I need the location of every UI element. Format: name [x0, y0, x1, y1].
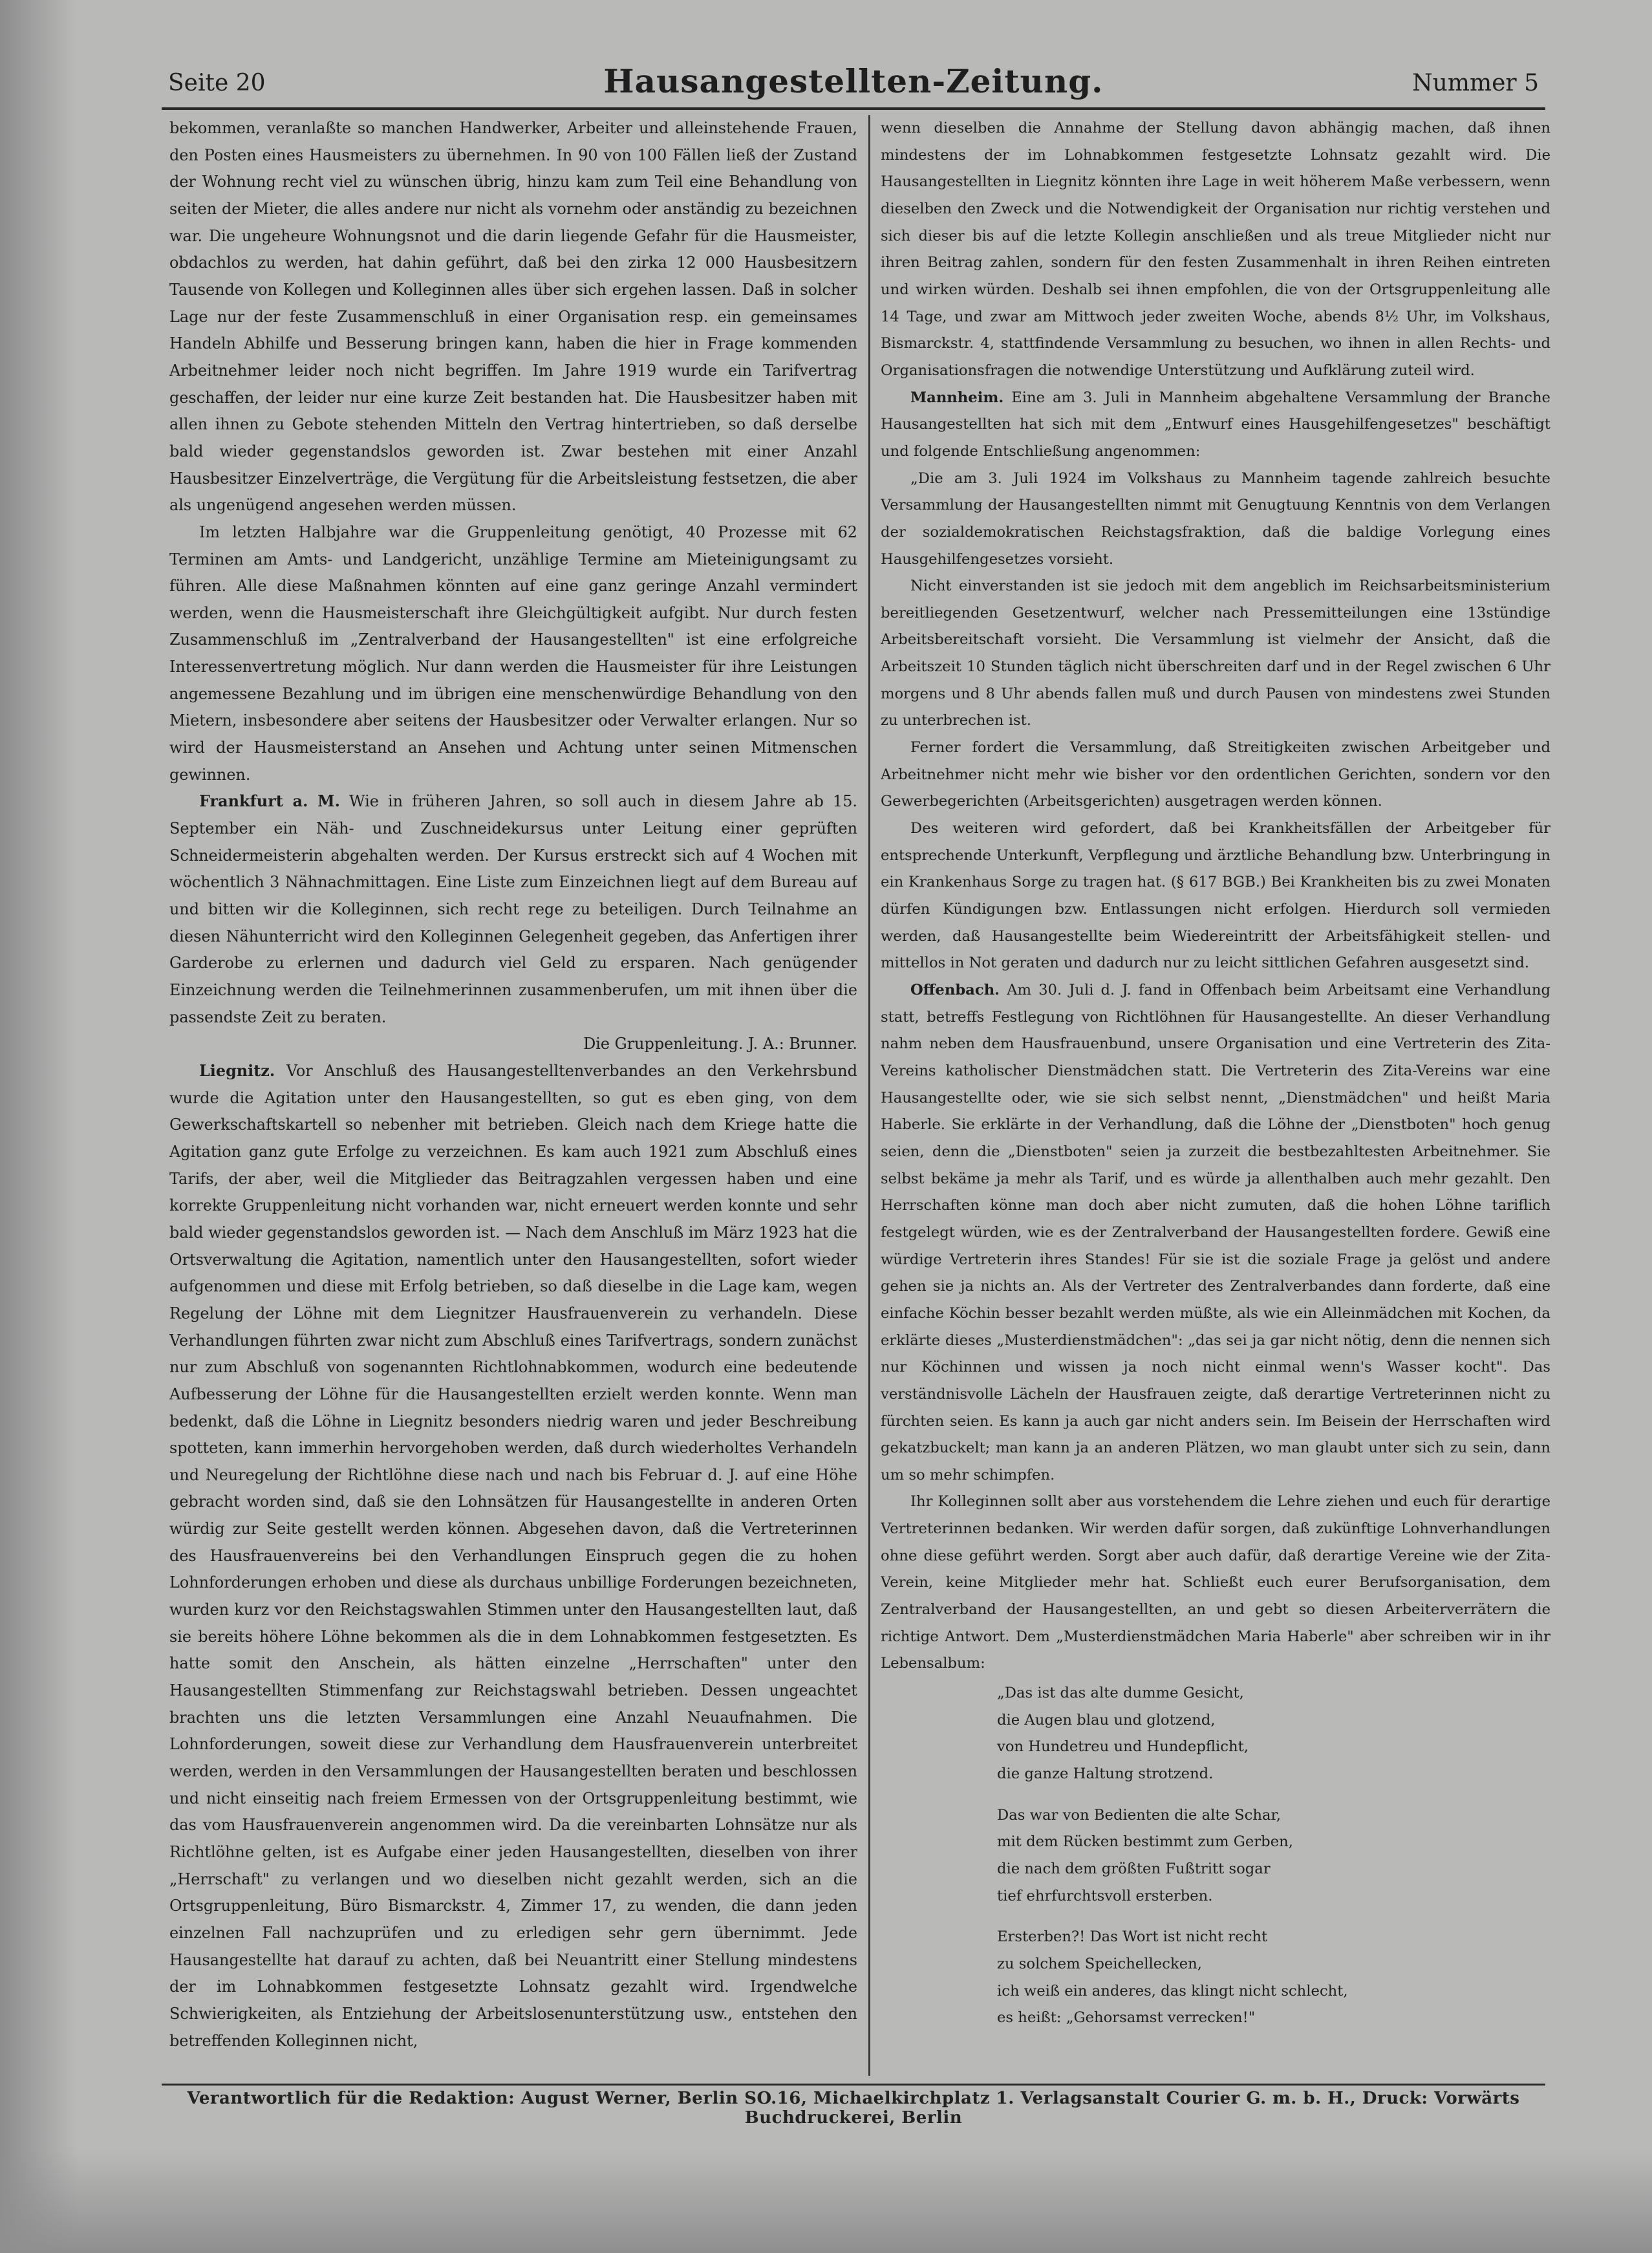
poem-line: die nach dem größten Fußtritt sogar — [997, 1860, 1271, 1877]
report-text: Am 30. Juli d. J. fand in Offenbach beim Arbeitsamt eine Verhandlung statt, betreffs Festlegung von Richtlöhnen für Hausangestellte. An dieser Verhandlung nahm neben dem Hausfrauenbund, unsere Organisation und eine Vertreterin des Zita-Vereins katholischer Dienstmädchen statt. Die Vertreterin des Zita-Vereins war eine Hausangestellte oder, wie sie sich selbst nennt, „Dienstmädchen" und heißt Maria Haberle. Sie erklärte in der Verhandlung, daß die Löhne der „Dienstboten" hoch genug seien, denn die „Dienstboten" seien ja zurzeit die bestbezahltesten Arbeitnehmer. Sie selbst bekäme ja mehr als Tarif, und es würde ja allenthalben auch mehr gezahlt. Den Herrschaften könne man doch aber nicht zumuten, daß die hohen Löhne tariflich festgelegt würden, wie es der Zentralverband der Hausangestellten fordere. Gewiß eine würdige Vertreterin ihres Standes! Für sie ist die soziale Frage ja gelöst und andere gehen sie ja nichts an. Als der Vertreter des Zentralverbandes dann forderte, daß eine einfache Köchin besser bezahlt werden müßte, als wie ein Alleinmädchen mit Kochen, da erklärte dieses „Musterdienstmädchen": „das sei ja gar nicht nötig, denn die nennen sich nur Köchinnen und wissen ja noch nicht einmal wenn's Wasser kocht". Das verständnisvolle Lächeln der Hausfrauen zeigte, daß derartige Vertreterinnen nicht zu fürchten seien. Es kann ja auch gar nicht anders sein. Im Beisein der Herrschaften wird gekatzbuckelt; man kann ja an anderen Plätzen, wo man glaubt unter sich zu sein, dann um so mehr schimpfen. — [881, 982, 1550, 1483]
article-paragraph: Ihr Kolleginnen sollt aber aus vorstehendem die Lehre ziehen und euch für derartige Vertreterinnen bedanken. Wir werden dafür sorgen, daß zukünftige Lohnverhandlungen ohne diese geführt werden. Sorgt aber auch dafür, daß derartige Vereine wie der Zita-Verein, keine Mitglieder mehr hat. Schließt euch eurer Berufsorganisation, dem Zentralverband der Hausangestellten, an und gebt so diesen Arbeiterverrätern die richtige Antwort. Dem „Musterdienstmädchen Maria Haberle" aber schreiben wir in ihr Lebensalbum: — [881, 1493, 1550, 1672]
signature-line: Die Gruppenleitung. J. A.: Brunner. — [583, 1035, 857, 1053]
page-number: Seite 20 — [168, 70, 266, 96]
place-heading-offenbach: Offenbach. — [910, 982, 1000, 998]
article-paragraph: wenn dieselben die Annahme der Stellung davon abhängig machen, daß ihnen mindestens der im Lohnabkommen festgesetzte Lohnsatz gezahlt wird. Die Hausangestellten in Liegnitz könnten ihre Lage in weit höherem Maße verbessern, wenn dieselben den Zweck und die Notwendigkeit der Organisation nur richtig verstehen und sich dieser bis auf die letzte Kollegin anschließen und als treue Mitglieder nicht nur ihren Beitrag zahlen, sondern für den festen Zusammenhalt in ihren Reihen eintreten und wirken würden. Deshalb sei ihnen empfohlen, die von der Ortsgruppenleitung alle 14 Tage, und zwar am Mittwoch jeder zweiten Woche, abends 8½ Uhr, im Volkshaus, Bismarckstr. 4, stattfindende Versammlung zu besuchen, wo ihnen in allen Rechts- und Organisationsfragen die notwendige Unterstützung und Aufklärung zuteil wird. — [881, 120, 1550, 379]
resolution-paragraph: „Die am 3. Juli 1924 im Volkshaus zu Mannheim tagende zahlreich besuchte Versammlung der Hausangestellten nimmt mit Genugtuung Kenntnis von dem Verlangen der sozialdemokratischen Reichstagsfraktion, daß die baldige Vorlegung eines Hausgehilfengesetzes vorsieht. — [881, 469, 1550, 568]
resolution-paragraph: Nicht einverstanden ist sie jedoch mit dem angeblich im Reichsarbeitsministerium bereitliegenden Gesetzentwurf, welcher nach Pressemitteilungen eine 13stündige Arbeitsbereitschaft vorsieht. Die Versammlung ist vielmehr der Ansicht, daß die Arbeitszeit 10 Stunden täglich nicht überschreiten darf und in der Regel zwischen 6 Uhr morgens und 8 Uhr abends fallen muß und durch Pausen von mindestens zwei Stunden zu unterbrechen ist. — [881, 577, 1550, 729]
report-frankfurt — [169, 788, 857, 1031]
imprint-line: Verantwortlich für die Redaktion: August Werner, Berlin SO.16, Michaelkirchplatz 1. Verlagsanstalt Courier G. m. b. H., Druck: Vorwärts Buchdruckerei, Berlin — [187, 2089, 1520, 2128]
poem-line: die Augen blau und glotzend, — [997, 1711, 1216, 1729]
poem-line: von Hundetreu und Hundepflicht, — [997, 1738, 1249, 1756]
resolution-paragraph: Ferner fordert die Versammlung, daß Streitigkeiten zwischen Arbeitgeber und Arbeitnehmer nicht mehr wie bisher vor den ordentlichen Gerichten, sondern vor den Gewerbegerichten (Arbeitsgerichten) ausgetragen werden können. — [881, 739, 1550, 810]
poem-line: mit dem Rücken bestimmt zum Gerben, — [997, 1833, 1293, 1851]
poem — [881, 1680, 1550, 2032]
issue-number: Nummer 5 — [1412, 70, 1539, 96]
report-offenbach — [881, 977, 1550, 1489]
report-liegnitz — [169, 1058, 857, 2054]
poem-line: tief ehrfurchtsvoll ersterben. — [997, 1887, 1213, 1904]
column-divider — [868, 115, 870, 2076]
masthead-title: Hausangestellten-Zeitung. — [603, 62, 1104, 100]
place-heading-liegnitz: Liegnitz. — [199, 1061, 275, 1080]
report-mannheim — [881, 385, 1550, 466]
poem-line: „Das ist das alte dumme Gesicht, — [997, 1685, 1244, 1702]
footer-rule — [162, 2084, 1545, 2086]
place-heading-mannheim: Mannheim. — [910, 389, 1004, 406]
place-heading-frankfurt: Frankfurt a. M. — [199, 792, 340, 811]
poem-line: Das war von Bedienten die alte Schar, — [997, 1806, 1282, 1824]
poem-line: zu solchem Speichellecken, — [997, 1955, 1202, 1972]
header-rule — [162, 107, 1545, 110]
poem-line: es heißt: „Gehorsamst verrecken!" — [997, 2009, 1256, 2027]
poem-stanza — [997, 1802, 1550, 1910]
column-right — [881, 115, 1550, 2077]
poem-line: die ganze Haltung strotzend. — [997, 1765, 1214, 1783]
page-header — [168, 62, 1539, 107]
poem-stanza — [997, 1924, 1550, 2032]
report-text: Vor Anschluß des Hausangestelltenverbandes an den Verkehrsbund wurde die Agitation unter den Hausangestellten, so gut es eben ging, von dem Gewerkschaftskartell so nebenher mit betrieben. Gleich nach dem Kriege hatte die Agitation ganz gute Erfolge zu verzeichnen. Es kam auch 1921 zum Abschluß eines Tarifs, der aber, weil die Mitglieder das Beitragzahlen vergessen haben und eine korrekte Gruppenleitung nicht vorhanden war, nicht erneuert werden konnte und sehr bald wieder gegenstandslos geworden ist. — Nach dem Anschluß im März 1923 hat die Ortsverwaltung die Agitation, namentlich unter den Hausangestellten, sofort wieder aufgenommen und diese mit Erfolg betrieben, so daß dieselbe in die Lage kam, wegen Regelung der Löhne mit dem Liegnitzer Hausfrauenverein zu verhandeln. Diese Verhandlungen führten zwar nicht zum Abschluß eines Tarifvertrags, sondern zunächst nur zum Abschluß von sogenannten Richtlohnabkommen, wodurch eine bedeutende Aufbesserung der Löhne für die Hausangestellten erzielt werden konnte. Wenn man bedenkt, daß die Löhne in Liegnitz besonders niedrig waren und jeder Beschreibung spotteten, kann immerhin hervorgehoben werden, daß durch wiederholtes Verhandeln und Neuregelung der Richtlöhne diese nach und nach bis Februar d. J. auf eine Höhe gebracht worden sind, daß sie den Lohnsätzen für Hausangestellte in anderen Orten würdig zur Seite gestellt werden können. Abgesehen davon, daß die Vertreterinnen des Hausfrauenvereins bei den Verhandlungen Einspruch gegen die zu hohen Lohnforderungen erhoben und diese als durchaus unbillige Forderungen bezeichneten, wurden kurz vor den Reichstagswahlen Stimmen unter den Hausangestellten laut, daß sie bereits höhere Löhne bekommen als die in dem Lohnabkommen festgesetzten. Es hatte somit den Anschein, als hätten einzelne „Herrschaften" unter den Hausangestellten Stimmenfang zur Reichstagswahl betrieben. Dessen ungeachtet brachten uns die letzten Versammlungen eine Anzahl Neuaufnahmen. Die Lohnforderungen, soweit diese zur Verhandlung dem Hausfrauenverein unterbreitet werden, werden in den Versammlungen der Hausangestellten beraten und beschlossen und nicht einseitig nach freiem Ermessen von der Ortsgruppenleitung bestimmt, wie das vom Hausfrauenverein angenommen wird. Da die vereinbarten Lohnsätze nur als Richtlöhne gelten, ist es Aufgabe einer jeden Hausangestellten, dieselben von ihrer „Herrschaft" zu verlangen und wo dieselben nicht gezahlt werden, sich an die Ortsgruppenleitung, Büro Bismarckstr. 4, Zimmer 17, zu wenden, die dann jeden einzelnen Fall nachzuprüfen und zu erledigen sehr gern übernimmt. Jede Hausangestellte hat darauf zu achten, daß bei Neuantritt einer Stellung mindestens der im Lohnabkommen festgesetzte Lohnsatz gezahlt wird. Irgendwelche Schwierigkeiten, als Entziehung der Arbeitslosenunterstützung usw., entstehen den betreffenden Kolleginnen nicht, — [169, 1061, 857, 2050]
column-left — [169, 115, 857, 2077]
article-paragraph: Im letzten Halbjahre war die Gruppenleitung genötigt, 40 Prozesse mit 62 Terminen am Amts- und Landgericht, unzählige Termine am Mieteinigungsamt zu führen. Alle diese Maßnahmen könnten auf eine ganz geringe Anzahl vermindert werden, wenn die Hausmeisterschaft ihre Gleichgültigkeit aufgibt. Nur durch festen Zusammenschluß im „Zentralverband der Hausangestellten" ist eine erfolgreiche Interessenvertretung möglich. Nur dann werden die Hausmeister für ihre Leistungen angemessene Bezahlung und im übrigen eine menschenwürdige Behandlung von den Mietern, insbesondere aber seitens der Hausbesitzer oder Verwalter erlangen. Nur so wird der Hausmeisterstand an Ansehen und Achtung unter seinen Mitmenschen gewinnen. — [169, 523, 857, 784]
article-paragraph: bekommen, veranlaßte so manchen Handwerker, Arbeiter und alleinstehende Frauen, den Posten eines Hausmeisters zu übernehmen. In 90 von 100 Fällen ließ der Zustand der Wohnung recht viel zu wünschen übrig, hinzu kam zum Teil eine Behandlung von seiten der Mieter, die alles andere nur nicht als vornehm oder anständig zu bezeichnen war. Die ungeheure Wohnungsnot und die darin liegende Gefahr für die Hausmeister, obdachlos zu werden, hat dahin geführt, daß bei den zirka 12 000 Hausbesitzern Tausende von Kollegen und Kolleginnen alles über sich ergehen lassen. Daß in solcher Lage nur der feste Zusammenschluß in einer Organisation resp. ein gemeinsames Handeln Abhilfe und Besserung bringen kann, haben die hier in Frage kommenden Arbeitnehmer leider noch nicht begriffen. Im Jahre 1919 wurde ein Tarifvertrag geschaffen, der leider nur eine kurze Zeit bestanden hat. Die Hausbesitzer haben mit allen ihnen zu Gebote stehenden Mitteln den Vertrag hintertrieben, so daß derselbe bald wieder gegenstandslos geworden ist. Zwar bestehen mit einer Anzahl Hausbesitzer Einzelverträge, die Vergütung für die Arbeitsleistung festsetzen, die aber als ungenügend angesehen werden müssen. — [169, 119, 857, 515]
report-text: Wie in früheren Jahren, so soll auch in diesem Jahre ab 15. September ein Näh- und Zuschneidekursus unter Leitung einer geprüften Schneidermeisterin abgehalten werden. Der Kursus erstreckt sich auf 4 Wochen mit wöchentlich 3 Nähnachmittagen. Eine Liste zum Einzeichnen liegt auf dem Bureau auf und bitten wir die Kolleginnen, sich recht rege zu beteiligen. Durch Teilnahme an diesen Nähunterricht wird den Kolleginnen Gelegenheit gegeben, das Anfertigen ihrer Garderobe zu erlernen und dadurch viel Geld zu ersparen. Nach genügender Einzeichnung werden die Teilnehmerinnen zusammenberufen, um mit ihnen über die passendste Zeit zu beraten. — [169, 792, 857, 1026]
report-text: Eine am 3. Juli in Mannheim abgehaltene Versammlung der Branche Hausangestellten hat sich mit dem „Entwurf eines Hausgehilfengesetzes" beschäftigt und folgende Entschließung angenommen: — [881, 389, 1550, 460]
resolution-paragraph: Des weiteren wird gefordert, daß bei Krankheitsfällen der Arbeitgeber für entsprechende Unterkunft, Verpflegung und ärztliche Behandlung bzw. Unterbringung in ein Krankenhaus Sorge zu tragen hat. (§ 617 BGB.) Bei Krankheiten bis zu zwei Monaten dürfen Kündigungen bzw. Entlassungen nicht erfolgen. Hierdurch soll vermieden werden, daß Hausangestellte beim Wiedereintritt der Arbeitsfähigkeit stellen- und mittellos in Not geraten und dadurch nur zu leicht sittlichen Gefahren ausgesetzt sind. — [881, 820, 1550, 972]
poem-stanza — [997, 1680, 1550, 1788]
page-shadow-bottom — [0, 2150, 1652, 2253]
poem-line: ich weiß ein anderes, das klingt nicht schlecht, — [997, 1982, 1348, 2000]
poem-line: Ersterben?! Das Wort ist nicht recht — [997, 1928, 1268, 1946]
page-shadow-left — [0, 0, 78, 2253]
